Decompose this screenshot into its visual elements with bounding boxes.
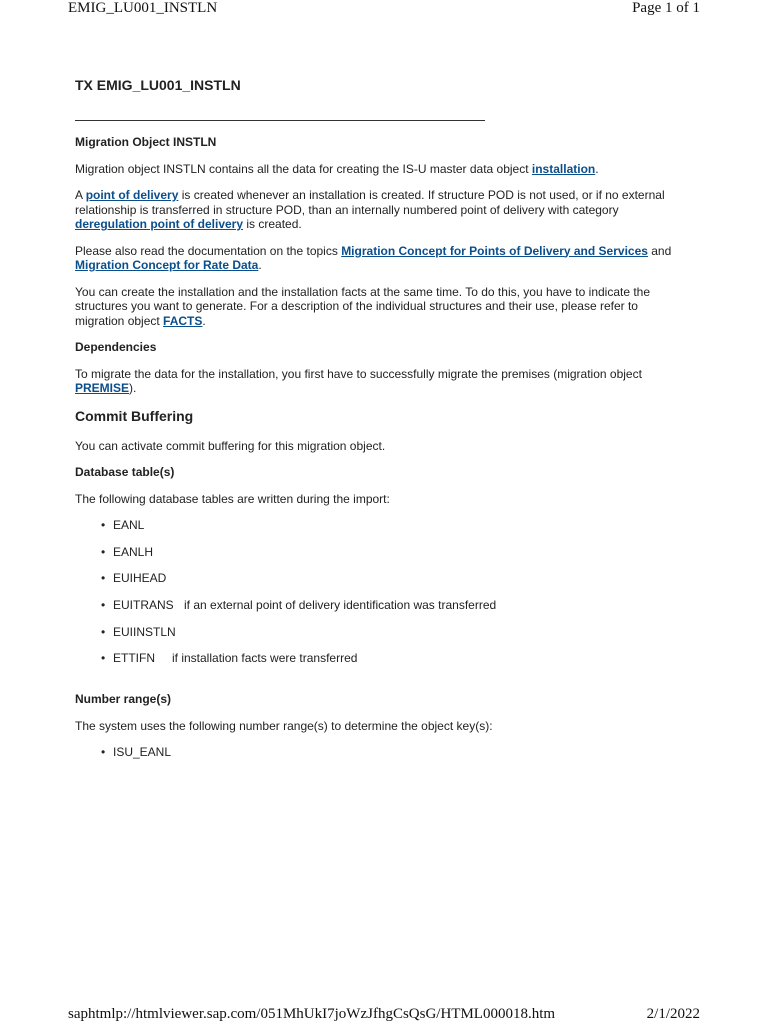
document-body [75,77,680,786]
table-name: EANL [113,518,145,532]
list-item: • EUIHEAD [101,571,680,598]
table-note: if installation facts were transferred [172,651,358,666]
page-number: Page 1 of 1 [632,0,700,16]
paragraph-number-ranges: The system uses the following number range(s) to determine the object key(s): [75,718,493,733]
list-item: • EUITRANS if an external point of delivery identification was transferred [101,598,680,625]
database-table-list [75,518,680,678]
list-item: • ETTIFN if installation facts were transferred [101,651,680,678]
link-point-of-delivery[interactable]: point of delivery [85,188,179,202]
paragraph-intro: Migration object INSTLN contains all the data for creating the IS-U master data object installation. [75,161,599,176]
divider [75,120,485,121]
print-header-title: EMIG_LU001_INSTLN [68,0,218,16]
list-item: • ISU_EANL [101,745,680,772]
paragraph-commit-buffering: You can activate commit buffering for this migration object. [75,438,386,453]
list-item: • EANL [101,518,680,545]
dependencies-heading: Dependencies [75,340,157,354]
migration-object-heading: Migration Object INSTLN [75,135,217,149]
print-header [68,0,700,17]
list-item: • EUIINSTLN [101,625,680,652]
table-name: ETTIFN [113,651,155,666]
paragraph-installation-facts: You can create the installation and the installation facts at the same time. To do this, you have to indicate the structures you want to generate. For a description of the individual structures and their use, please refer to migration object FACTS. [75,284,651,328]
database-tables-heading: Database table(s) [75,465,175,479]
link-deregulation-point-of-delivery[interactable]: deregulation point of delivery [75,217,244,231]
link-premise[interactable]: PREMISE [75,381,130,395]
link-installation[interactable]: installation [531,161,596,176]
table-note: if an external point of delivery identification was transferred [184,598,497,613]
commit-buffering-heading: Commit Buffering [75,407,194,424]
print-date: 2/1/2022 [646,1006,700,1022]
number-range-list [75,745,680,772]
paragraph-point-of-delivery: A point of delivery is created whenever an installation is created. If structure POD is not used, or if no external relationship is transferred in structure POD, than an internally numbered point of delivery with category deregulation point of delivery is created. [75,188,665,231]
document-title: TX EMIG_LU001_INSTLN [75,77,241,93]
table-name: EUIHEAD [113,571,167,586]
link-migration-concept-rate-data[interactable]: Migration Concept for Rate Data [75,258,259,272]
paragraph-dependencies: To migrate the data for the installation, you first have to successfully migrate the premises (migration object PREMISE). [75,366,642,395]
number-range-name: ISU_EANL [113,745,172,760]
paragraph-documentation: Please also read the documentation on the topics Migration Concept for Points of Delivery and Services and Migration Concept for Rate Data. [75,243,672,272]
source-url: saphtmlp://htmlviewer.sap.com/051MhUkI7joWzJfhgCsQsG/HTML000018.htm [68,1006,556,1022]
table-name: EUITRANS [113,598,174,613]
table-name: EANLH [113,544,154,559]
number-ranges-heading: Number range(s) [75,692,172,707]
paragraph-database-tables: The following database tables are written during the import: [75,491,390,506]
link-facts[interactable]: FACTS [163,313,203,328]
list-item: • EANLH [101,545,680,572]
table-name: EUIINSTLN [113,624,176,639]
print-footer [68,1006,700,1023]
link-migration-concept-pod[interactable]: Migration Concept for Points of Delivery and Services [341,243,648,258]
